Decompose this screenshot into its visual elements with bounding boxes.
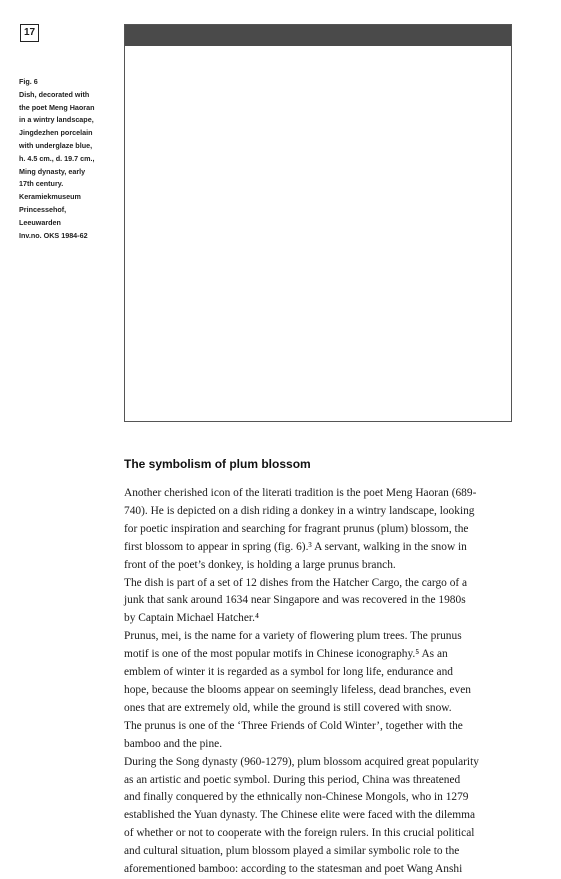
body-line: hope, because the blooms appear on seemingly lifeless, dead branches, even [124, 683, 471, 696]
body-line: junk that sank around 1634 near Singapore and was recovered in the 1980s [124, 594, 466, 607]
caption-line: Inv.no. OKS 1984-62 [19, 230, 88, 240]
body-line: and cultural situation, plum blossom played a similar symbolic role to the [124, 845, 460, 858]
caption-line: Dish, decorated with [19, 89, 90, 99]
caption-line: 17th century. [19, 179, 64, 189]
body-line: as an artistic and poetic symbol. During this period, China was threatened [124, 773, 461, 786]
body-line: The prunus is one of the ‘Three Friends of Cold Winter’, together with the [124, 719, 463, 732]
body-line: bamboo and the pine. [124, 737, 223, 750]
caption-line: Princessehof, [19, 204, 67, 214]
caption-line: Ming dynasty, early [19, 166, 86, 176]
body-line: 740). He is depicted on a dish riding a donkey in a wintry landscape, looking [124, 504, 475, 517]
body-line: first blossom to appear in spring (fig. 6).³ A servant, walking in the snow in [124, 540, 467, 553]
caption-line: Fig. 6 [19, 77, 38, 86]
caption-line: Jingdezhen porcelain [19, 128, 93, 138]
body-line: motif is one of the most popular motifs in Chinese iconography.⁵ As an [124, 648, 448, 661]
section-heading: The symbolism of plum blossom [124, 457, 311, 471]
body-line: ones that are extremely old, while the ground is still covered with snow. [124, 701, 452, 714]
caption-line: the poet Meng Haoran [19, 102, 95, 112]
body-line: front of the poet’s donkey, is holding a large prunus branch. [124, 558, 396, 571]
body-line: aforementioned bamboo: according to the statesman and poet Wang Anshi [124, 863, 463, 876]
page-number: 17 [20, 24, 39, 42]
caption-line: Leeuwarden [19, 217, 61, 227]
caption-line: with underglaze blue, [19, 140, 93, 150]
caption-line: h. 4.5 cm., d. 19.7 cm., [19, 153, 95, 163]
caption-line: Keramiekmuseum [19, 192, 81, 202]
body-line: Prunus, mei, is the name for a variety of flowering plum trees. The prunus [124, 630, 462, 643]
body-line: established the Yuan dynasty. The Chinese elite were faced with the dilemma [124, 809, 475, 822]
body-line: and finally conquered by the ethnically non-Chinese Mongols, who in 1279 [124, 791, 469, 804]
figure-image-placeholder [124, 24, 512, 422]
body-line: The dish is part of a set of 12 dishes from the Hatcher Cargo, the cargo of a [124, 576, 468, 589]
figure-top-bar [125, 25, 511, 46]
body-line: Another cherished icon of the literati tradition is the poet Meng Haoran (689- [124, 487, 477, 499]
body-line: During the Song dynasty (960-1279), plum blossom acquired great popularity [124, 755, 479, 768]
figure-caption [19, 76, 119, 242]
body-line: for poetic inspiration and searching for fragrant prunus (plum) blossom, the [124, 522, 469, 535]
caption-line: in a wintry landscape, [19, 115, 94, 125]
body-line: by Captain Michael Hatcher.⁴ [124, 612, 259, 625]
body-line: emblem of winter it is regarded as a symbol for long life, endurance and [124, 666, 453, 679]
body-line: of whether or not to cooperate with the foreign rulers. In this crucial political [124, 827, 475, 840]
body-text [124, 485, 524, 879]
